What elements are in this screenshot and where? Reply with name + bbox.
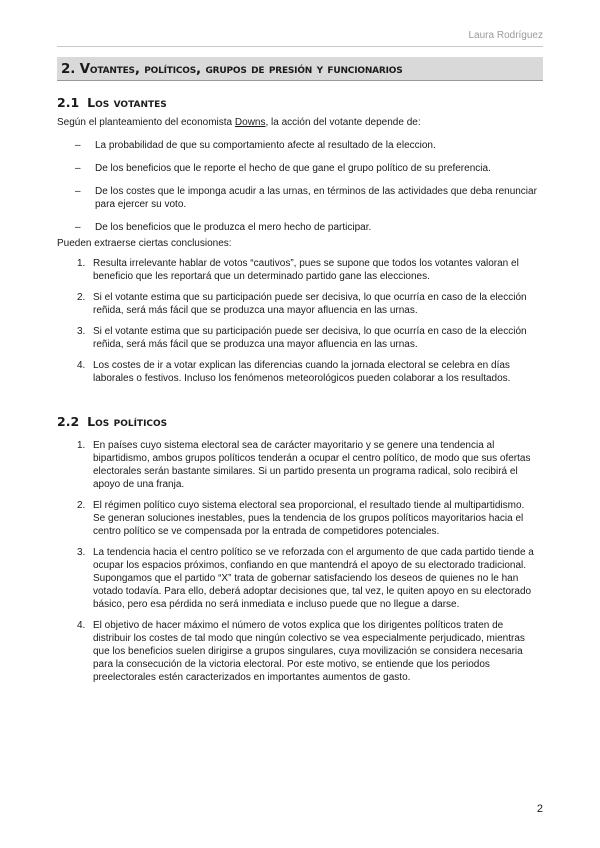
list-item: [57, 499, 537, 538]
item-number: 2.: [77, 500, 86, 511]
subsection-title: Los políticos: [87, 414, 168, 429]
list-item: [57, 291, 537, 317]
list-item: [57, 257, 537, 283]
list-item: [57, 139, 537, 152]
list-item-text: El objetivo de hacer máximo el número de votos explica que los dirigentes políticos traten de distribuir los costes de tal modo que ningún colectivo se vea especialmente perjudicado, mientras que los beneficios suelen dirigirse a grupos singulares, cuya movilización se considera necesaria para la consecución de la victoria electoral. Por este motivo, se entiende que los periodos preelectorales estén caracterizados en importantes aumentos de gasto.: [93, 620, 525, 683]
item-number: 4.: [77, 620, 86, 631]
intro-text-after: , la acción del votante depende de:: [265, 117, 421, 128]
intro-paragraph: [57, 117, 421, 128]
item-number: 3.: [77, 547, 86, 558]
subsection-number: 2.2: [57, 414, 80, 429]
item-number: 4.: [77, 360, 86, 371]
list-item-text: De los beneficios que le produzca el mero hecho de participar.: [95, 222, 372, 233]
list-item: [57, 546, 537, 611]
list-item-text: En países cuyo sistema electoral sea de carácter mayoritario y se genere una tendencia al bipartidismo, ambos grupos políticos tenderán a ocupar el centro político, de modo que sus ofertas electorales serán bastante similares. Si un partido presenta un programa radical, solo recibirá el apoyo de una franja.: [93, 440, 531, 490]
list-item-text: Resulta irrelevante hablar de votos “cautivos”, pues se supone que todos los votantes valoran el beneficio que les reportará que un determinado partido gane las elecciones.: [93, 258, 519, 282]
list-item: [57, 221, 537, 234]
list-item-text: La tendencia hacia el centro político se ve reforzada con el argumento de que cada partido tiende a ocupar los espacios próximos, confiando en que mantendrá el apoyo de su electorado tradicional. Supongamos que el partido “X” trata de gobernar satisfaciendo los deseos de quienes no le han votado todavía. Para ello, deberá adoptar decisiones que, tal vez, le quiten apoyo en su electorado básico, pero esa pérdida no será inmediata e incluso puede que no llegue a darse.: [93, 547, 534, 610]
item-number: 3.: [77, 326, 86, 337]
list-item-text: La probabilidad de que su comportamiento afecte al resultado de la eleccion.: [95, 140, 436, 151]
item-number: 1.: [77, 440, 86, 451]
intro-text-before: Según el planteamiento del economista: [57, 117, 235, 128]
list-item-text: Si el votante estima que su participación puede ser decisiva, lo que ocurría en caso de la elección reñida, será más fácil que se produzca una mayor afluencia en las urnas.: [93, 292, 527, 316]
item-number: 2.: [77, 292, 86, 303]
subsection-number: 2.1: [57, 95, 80, 110]
list-item: [57, 439, 537, 491]
section-number: 2.: [61, 61, 76, 77]
list-item-text: El régimen político cuyo sistema electoral sea proporcional, el resultado tiende al multipartidismo. Se generan soluciones inestables, pues la tendencia de los grupos políticos mayoritarios hacia el centro político se ve compensada por la entrada de competidores potenciales.: [93, 500, 525, 537]
politicians-list: [57, 439, 537, 692]
dash-bullet: –: [75, 140, 81, 151]
list-item-text: Los costes de ir a votar explican las diferencias cuando la jornada electoral se celebra en días laborales o festivos. Incluso los fenómenos meteorológicos pueden colaborar a los resultados.: [93, 360, 511, 384]
list-item-text: De los beneficios que le reporte el hecho de que gane el grupo político de su preferencia.: [95, 163, 491, 174]
list-item: [57, 185, 537, 211]
subsection-heading-politicos: [57, 414, 167, 429]
dash-bullet: –: [75, 163, 81, 174]
header-rule: [57, 46, 543, 47]
conclusions-intro: Pueden extraerse ciertas conclusiones:: [57, 238, 232, 249]
list-item-text: Si el votante estima que su participación puede ser decisiva, lo que ocurría en caso de la elección reñida, será más fácil que se produzca una mayor afluencia en las urnas.: [93, 326, 527, 350]
section-title: Votantes, políticos, grupos de presión y funcionarios: [79, 61, 403, 77]
list-item: [57, 359, 537, 385]
conclusions-list: [57, 257, 537, 393]
list-item: [57, 325, 537, 351]
item-number: 1.: [77, 258, 86, 269]
factors-list: [57, 139, 537, 244]
list-item: [57, 162, 537, 175]
dash-bullet: –: [75, 186, 81, 197]
list-item: [57, 619, 537, 684]
subsection-heading-votantes: [57, 95, 167, 110]
downs-link[interactable]: Downs: [234, 117, 266, 128]
list-item-text: De los costes que le imponga acudir a las urnas, en términos de las actividades que deba renunciar para ejercer su voto.: [95, 186, 537, 210]
section-heading: [57, 57, 543, 81]
dash-bullet: –: [75, 222, 81, 233]
subsection-title: Los votantes: [87, 95, 167, 110]
page-number: 2: [536, 803, 543, 815]
header-author: Laura Rodríguez: [468, 30, 543, 41]
